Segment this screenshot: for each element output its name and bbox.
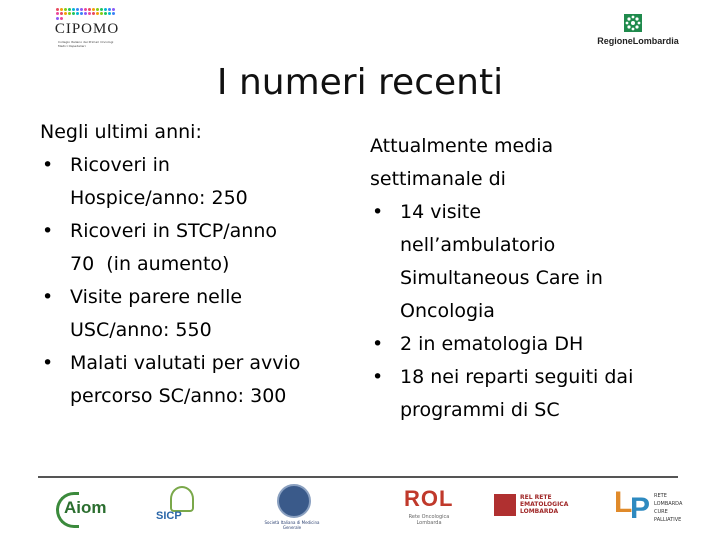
rete-cure-palliative-logo — [614, 484, 694, 534]
bullet-text: Ricoveri in STCP/anno — [70, 220, 278, 242]
simg-seal-icon — [277, 484, 311, 518]
lrp-wordmark: RETE LOMBARDA CURE PALLIATIVE — [654, 493, 683, 523]
rosa-camuna-icon — [624, 14, 642, 32]
cipomo-dot-icon — [100, 8, 103, 11]
aiom-wordmark: Aiom — [64, 498, 107, 517]
left-bullet-list — [40, 149, 370, 413]
cipomo-dot-icon — [80, 12, 83, 15]
bullet-icon: • — [372, 201, 384, 223]
cipomo-dot-icon — [88, 12, 91, 15]
right-lead-line2: settimanale di — [370, 168, 506, 190]
bullet-icon: • — [42, 286, 54, 308]
cipomo-dot-icon — [76, 8, 79, 11]
cipomo-dot-icon — [108, 8, 111, 11]
rel-cross-icon — [494, 494, 516, 516]
list-item — [370, 328, 700, 361]
bullet-text: Hospice/anno: 250 — [70, 187, 248, 209]
bullet-text: percorso SC/anno: 300 — [70, 385, 287, 407]
right-bullet-list — [370, 196, 700, 427]
cipomo-dot-icon — [92, 8, 95, 11]
bullet-icon: • — [372, 366, 384, 388]
cipomo-dot-icon — [60, 8, 63, 11]
bullet-icon: • — [372, 333, 384, 355]
cipomo-dot-icon — [72, 12, 75, 15]
cipomo-logo — [52, 8, 122, 58]
cipomo-dot-icon — [108, 12, 111, 15]
bullet-text: nell’ambulatorio — [400, 234, 556, 256]
bullet-text: programmi di SC — [400, 399, 560, 421]
cipomo-dot-icon — [104, 8, 107, 11]
lrp-letter-l-icon: L — [614, 486, 633, 519]
cipomo-dot-icon — [100, 12, 103, 15]
cipomo-dot-icon — [84, 8, 87, 11]
simg-logo — [262, 484, 322, 534]
list-item — [40, 215, 370, 281]
list-item — [40, 281, 370, 347]
cipomo-dot-icon — [92, 12, 95, 15]
list-item — [40, 347, 370, 413]
list-item — [40, 149, 370, 215]
cipomo-dots — [56, 8, 118, 20]
aiom-logo — [52, 484, 122, 534]
cipomo-dot-icon — [88, 8, 91, 11]
bullet-text: 70 (in aumento) — [70, 253, 230, 275]
bullet-icon: • — [42, 154, 54, 176]
cipomo-dot-icon — [64, 12, 67, 15]
bullet-text: USC/anno: 550 — [70, 319, 212, 341]
cipomo-dot-icon — [68, 8, 71, 11]
cipomo-dot-icon — [72, 8, 75, 11]
bullet-text: Oncologia — [400, 300, 495, 322]
footer-divider — [38, 476, 678, 478]
cipomo-dot-icon — [112, 8, 115, 11]
cipomo-dot-icon — [64, 8, 67, 11]
slide-title: I numeri recenti — [216, 62, 504, 103]
cipomo-dot-icon — [104, 12, 107, 15]
simg-wordmark: Società Italiana di Medicina Generale — [264, 520, 320, 530]
rol-subtitle: Rete Oncologica Lombarda — [408, 514, 450, 526]
regione-lombardia-wordmark: RegioneLombardia — [597, 36, 679, 46]
cipomo-dot-icon — [68, 12, 71, 15]
sicp-wordmark: SICP — [156, 510, 182, 522]
cipomo-dot-icon — [60, 17, 63, 20]
rol-wordmark: ROL — [404, 486, 454, 511]
cipomo-dot-icon — [112, 12, 115, 15]
bullet-text: Simultaneous Care in — [400, 267, 603, 289]
sicp-figure-icon — [170, 486, 194, 512]
right-column — [370, 130, 700, 427]
bullet-text: Ricoveri in — [70, 154, 170, 176]
list-item — [370, 196, 700, 328]
cipomo-dot-icon — [96, 12, 99, 15]
bullet-text: 14 visite — [400, 201, 482, 223]
cipomo-dot-icon — [96, 8, 99, 11]
left-lead: Negli ultimi anni: — [40, 121, 202, 143]
cipomo-dot-icon — [76, 12, 79, 15]
rol-logo — [398, 484, 460, 534]
cipomo-dot-icon — [56, 8, 59, 11]
cipomo-dot-icon — [60, 12, 63, 15]
rel-wordmark: REL RETE EMATOLOGICA LOMBARDA — [520, 494, 569, 515]
bullet-text: Visite parere nelle — [70, 286, 243, 308]
cipomo-dot-icon — [84, 12, 87, 15]
cipomo-dot-icon — [56, 12, 59, 15]
cipomo-dot-icon — [80, 8, 83, 11]
cipomo-wordmark: CIPOMO — [54, 21, 120, 37]
cipomo-dot-icon — [56, 17, 59, 20]
sicp-logo — [150, 484, 205, 534]
bullet-text: 2 in ematologia DH — [400, 333, 584, 355]
list-item — [370, 361, 700, 427]
bullet-text: Malati valutati per avvio — [70, 352, 301, 374]
right-lead-line1: Attualmente media — [370, 135, 554, 157]
regione-lombardia-logo — [588, 14, 688, 48]
lrp-letter-p-icon: P — [630, 492, 651, 525]
bullet-icon: • — [42, 220, 54, 242]
rel-logo — [494, 484, 569, 534]
bullet-icon: • — [42, 352, 54, 374]
bullet-text: 18 nei reparti seguiti dai — [400, 366, 634, 388]
left-column — [40, 116, 370, 413]
cipomo-tagline: Collegio Italiano dei Primari Oncologi Medici Ospedalieri — [58, 40, 114, 48]
